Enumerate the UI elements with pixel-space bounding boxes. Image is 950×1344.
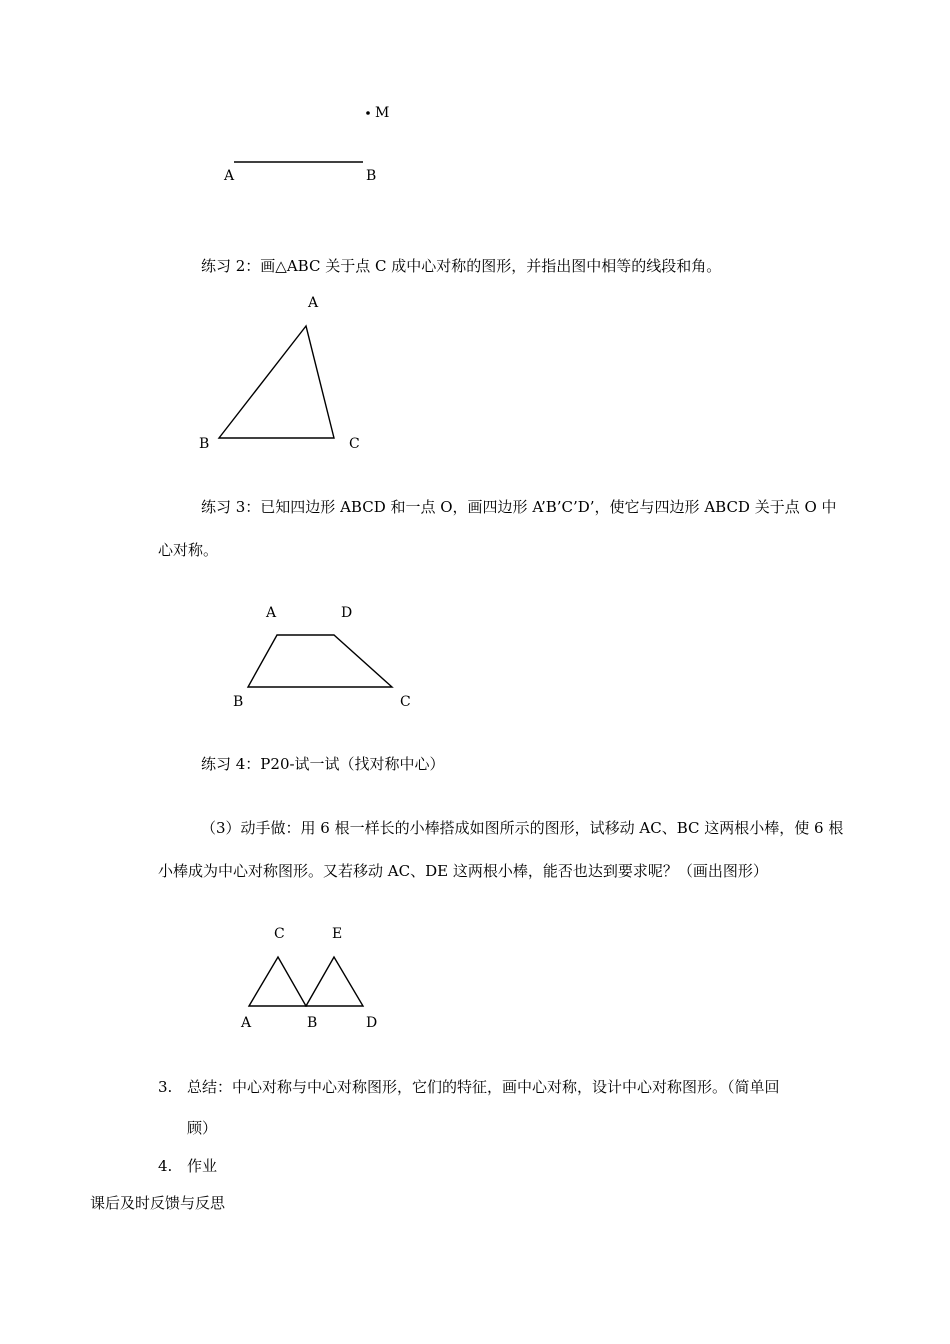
triangle-bde-sticks: [306, 957, 363, 1006]
label-m: M: [375, 105, 390, 121]
summary-line-2: 顾）: [187, 1119, 218, 1137]
exercise-3-line-2: 心对称。: [158, 541, 219, 559]
label-a: A: [224, 168, 235, 184]
label-a: A: [266, 605, 277, 621]
label-b: B: [366, 168, 377, 184]
label-a: A: [241, 1015, 252, 1031]
feedback-heading: 课后及时反馈与反思: [90, 1194, 226, 1212]
activity-3-line-1: （3）动手做：用 6 根一样长的小棒搭成如图所示的图形，试移动 AC、BC 这两根小棒，使 6 根: [201, 819, 844, 837]
label-b: B: [233, 694, 244, 710]
label-d: D: [341, 605, 353, 621]
homework-text: 作业: [187, 1157, 218, 1175]
label-c: C: [274, 926, 285, 942]
triangle-abc-sticks: [249, 957, 306, 1006]
exercise-2-text: 练习 2：画△ABC 关于点 C 成中心对称的图形，并指出图中相等的线段和角。: [201, 257, 722, 275]
label-d: D: [366, 1015, 378, 1031]
summary-line-1: 总结：中心对称与中心对称图形，它们的特征，画中心对称，设计中心对称图形。（简单回: [187, 1078, 780, 1096]
label-b: B: [199, 436, 210, 452]
exercise-4-text: 练习 4：P20-试一试（找对称中心）: [201, 755, 445, 773]
label-c: C: [400, 694, 411, 710]
exercise-3-line-1: 练习 3：已知四边形 ABCD 和一点 O，画四边形 A’B’C’D’，使它与四边形 ABCD 关于点 O 中: [201, 498, 837, 516]
label-a: A: [308, 295, 319, 311]
homework-number: 4.: [158, 1157, 173, 1175]
summary-number: 3.: [158, 1078, 173, 1096]
label-e: E: [332, 926, 343, 942]
label-c: C: [349, 436, 360, 452]
label-b: B: [307, 1015, 318, 1031]
activity-3-line-2: 小棒成为中心对称图形。又若移动 AC、DE 这两根小棒，能否也达到要求呢？（画出图形）: [158, 862, 768, 880]
